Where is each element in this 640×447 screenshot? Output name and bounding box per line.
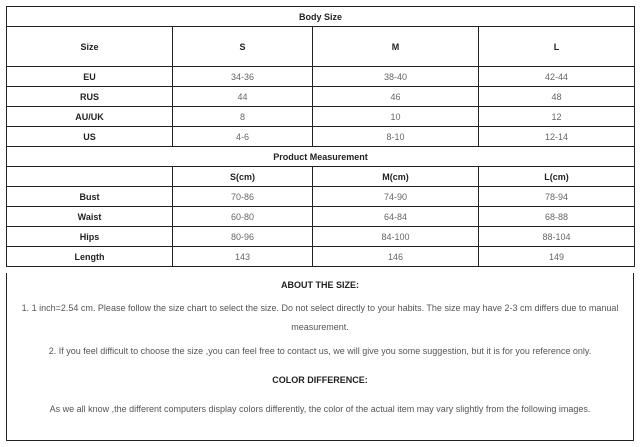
size-chart-table	[6, 6, 635, 267]
note-2: 2. If you feel difficult to choose the size ,you can feel free to contact us, we will give you some suggestion, but it is for you reference only.	[48, 346, 592, 356]
cell: 64-84	[313, 207, 479, 227]
body-size-title: Body Size	[7, 7, 635, 27]
row-label: AU/UK	[7, 107, 173, 127]
note-1: 1. 1 inch=2.54 cm. Please follow the size chart to select the size. Do not select directly to your habits. The size may have 2-3 cm differs due to manual	[21, 303, 619, 313]
header-cell: Size	[7, 27, 173, 67]
cell: 12	[479, 107, 635, 127]
table-row	[7, 107, 635, 127]
cell: 12-14	[479, 127, 635, 147]
cell: 42-44	[479, 67, 635, 87]
cell: 78-94	[479, 187, 635, 207]
cell: 88-104	[479, 227, 635, 247]
header-cell: S	[173, 27, 313, 67]
cell: 34-36	[173, 67, 313, 87]
row-label: Length	[7, 247, 173, 267]
cell: 4-6	[173, 127, 313, 147]
row-label: Bust	[7, 187, 173, 207]
table-row	[7, 207, 635, 227]
cell: 38-40	[313, 67, 479, 87]
cell: 146	[313, 247, 479, 267]
notes-section	[6, 273, 634, 441]
row-label: EU	[7, 67, 173, 87]
color-note: As we all know ,the different computers display colors differently, the color of the actual item may vary slightly from the following images.	[49, 404, 591, 414]
cell: 48	[479, 87, 635, 107]
row-label: US	[7, 127, 173, 147]
row-label: RUS	[7, 87, 173, 107]
cell: 60-80	[173, 207, 313, 227]
cell: 46	[313, 87, 479, 107]
cell: 74-90	[313, 187, 479, 207]
header-cell: L	[479, 27, 635, 67]
header-cell: M	[313, 27, 479, 67]
cell: 70-86	[173, 187, 313, 207]
row-label: Hips	[7, 227, 173, 247]
cell: 143	[173, 247, 313, 267]
table-row	[7, 87, 635, 107]
cell: 149	[479, 247, 635, 267]
header-cell: S(cm)	[173, 167, 313, 187]
table-row	[7, 127, 635, 147]
row-label: Waist	[7, 207, 173, 227]
cell: 68-88	[479, 207, 635, 227]
header-cell: L(cm)	[479, 167, 635, 187]
table-row	[7, 187, 635, 207]
cell: 80-96	[173, 227, 313, 247]
table-row	[7, 67, 635, 87]
cell: 84-100	[313, 227, 479, 247]
cell: 8-10	[313, 127, 479, 147]
table-row	[7, 247, 635, 267]
about-size-heading: ABOUT THE SIZE:	[281, 280, 359, 290]
header-cell	[7, 167, 173, 187]
color-difference-heading: COLOR DIFFERENCE:	[272, 375, 368, 385]
cell: 8	[173, 107, 313, 127]
cell: 44	[173, 87, 313, 107]
header-cell: M(cm)	[313, 167, 479, 187]
table-row	[7, 227, 635, 247]
note-1-cont: measurement.	[291, 322, 349, 332]
product-measurement-title: Product Measurement	[7, 147, 635, 167]
cell: 10	[313, 107, 479, 127]
